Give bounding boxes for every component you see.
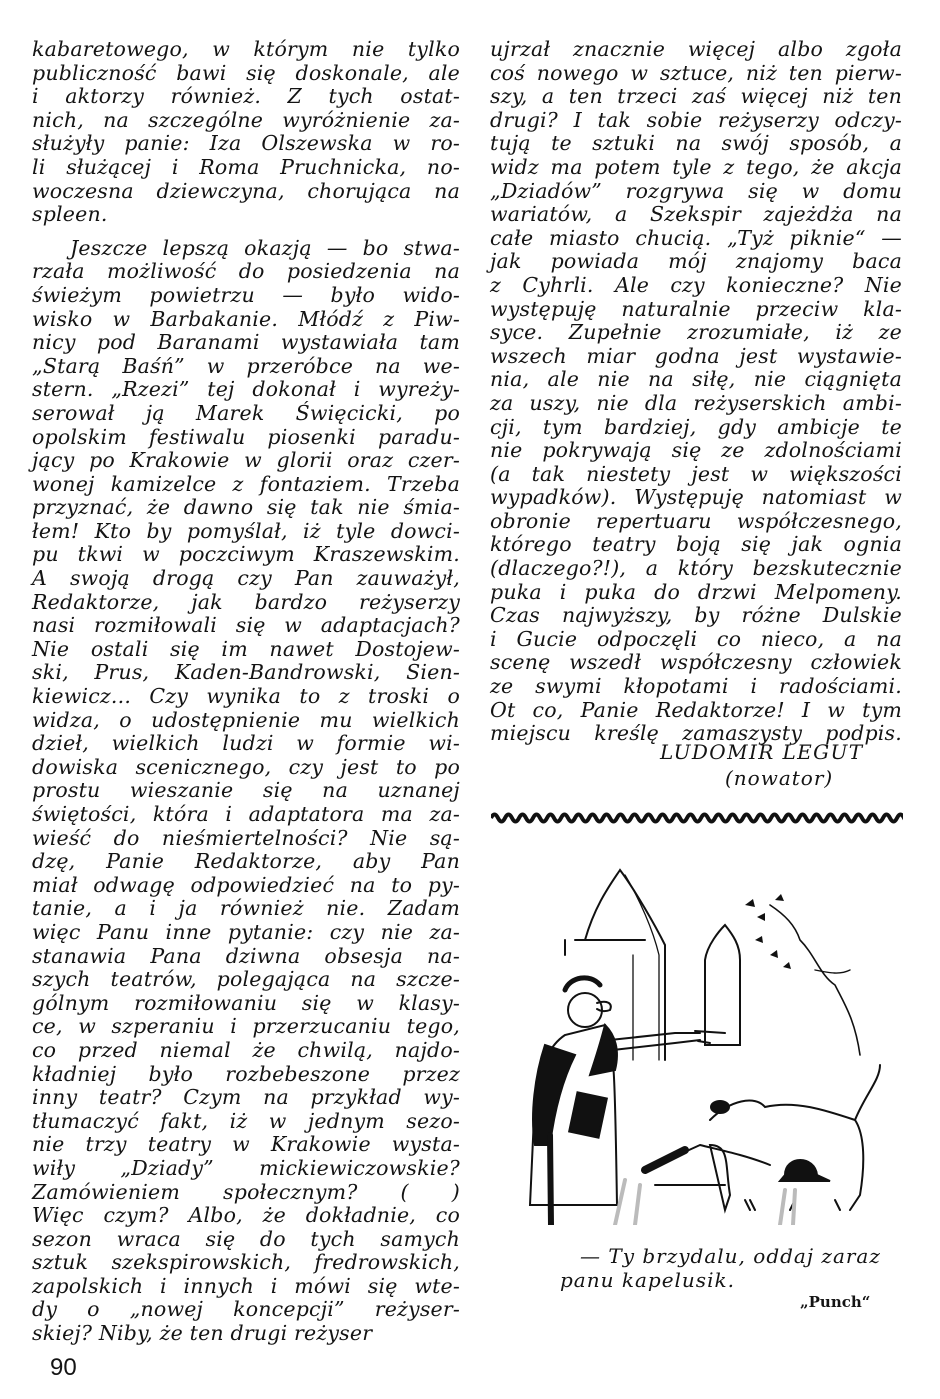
text-line: Nie ostali się im nawet Dostojew- — [32, 636, 460, 661]
text-line: tłumaczyć fakt, iż w jednym sezo- — [32, 1108, 460, 1133]
text-line: występuję naturalnie przeciw kla- — [490, 296, 902, 321]
text-line: widz ma potem tyle z tego, że akcja — [490, 154, 902, 179]
text-line: świeżym powietrzu — było wido- — [32, 282, 460, 307]
text-line: całe miasto chucią. „Tyż piknie“ — — [490, 225, 902, 250]
text-line: Ot co, Panie Redaktorze! I w tym — [490, 697, 902, 722]
text-line: spleen. — [32, 202, 108, 227]
text-line: nicy pod Baranami wystawiała tam — [32, 330, 460, 355]
text-line: pu tkwi w poczciwym Kraszewskim. — [32, 542, 460, 567]
text-line: szych teatrów, polegająca na szcze- — [32, 967, 460, 992]
text-line: jak powiada mój znajomy baca — [490, 249, 902, 274]
text-line: „Dziadów” rozgrywa się w domu — [490, 178, 902, 203]
text-line: ce, w szperaniu i przerzucaniu tego, — [32, 1014, 460, 1039]
text-line: Czas najwyższy, by różne Dulskie — [490, 603, 902, 628]
text-line: co przed niemal że chwilą, najdo- — [32, 1037, 460, 1062]
text-line: skiej? Niby, że ten drugi reżyser — [32, 1321, 373, 1346]
text-line: dzę, Panie Redaktorze, aby Pan — [32, 849, 460, 874]
text-line: „Starą Baśń” w przeróbce na we- — [32, 353, 460, 378]
text-line: nasi rozmiłowali się w adaptacjach? — [32, 613, 460, 638]
text-line: nie pokrywają się ze zdolnościami — [490, 438, 902, 463]
text-line: kładniej było rozbebeszone przez — [32, 1061, 460, 1086]
text-line: nie trzy teatry w Krakowie wysta- — [32, 1132, 460, 1157]
text-line: stanawia Pana dziwna obsesja na- — [32, 943, 460, 968]
text-line: nich, na szczególne wyróżnienie za- — [32, 107, 460, 132]
gothic-window — [705, 925, 740, 1045]
text-line: wonej kamizelce z fontaziem. Trzeba — [32, 471, 460, 496]
dog-body — [710, 1101, 863, 1210]
text-line: i Gucie odpoczęli co nieco, a na — [490, 626, 902, 651]
text-line: opolskim festiwalu piosenki paradu- — [32, 424, 460, 449]
text-line: wszech miar godna jest wystawie- — [490, 343, 902, 368]
text-line: woczesna dziewczyna, chorująca na — [32, 178, 460, 203]
text-line: kiewicz... Czy wynika to z troski o — [32, 684, 460, 709]
text-line: serował ją Marek Święcicki, po — [32, 400, 460, 425]
text-line: miał odwagę odpowiedzieć na to py- — [32, 872, 460, 897]
text-line: stern. „Rzezi” tej dokonał i wyreży- — [32, 377, 460, 402]
text-line: cji, tym bardziej, gdy ambicje te — [490, 414, 902, 439]
text-line: prostu wieszanie się na uznanej — [32, 778, 460, 803]
text-line: obronie repertuaru współczesnego, — [490, 508, 902, 533]
text-line: tują te sztuki na swój sposób, a — [490, 131, 902, 156]
text-line: rzała możliwość do posiedzenia na — [32, 259, 460, 284]
text-line: publiczność bawi się doskonale, ale — [32, 60, 460, 85]
text-line: dy o „nowej koncepcji” reżyser- — [32, 1297, 460, 1322]
text-line: łem! Kto by pomyślał, iż tyle dowci- — [32, 518, 460, 543]
wall-crack — [770, 905, 860, 1055]
text-line: Jeszcze lepszą okazją — bo stwa- — [70, 235, 460, 260]
text-line: scenę wszedł współczesny człowiek — [490, 650, 902, 675]
text-line: widza, o udostępnienie mu wielkich — [32, 707, 460, 732]
text-line: nia, ale nie na siłę, nie ciągnięta — [490, 367, 902, 392]
text-line: sezon wraca się do tych samych — [32, 1226, 460, 1251]
text-line: A swoją drogą czy Pan zauważył, — [32, 566, 460, 591]
text-line: inny teatr? Czym na przykład wy- — [32, 1085, 460, 1110]
left-column — [32, 38, 460, 1346]
text-line: miejscu kreślę zamaszysty podpis. — [490, 721, 902, 746]
dog-tail — [855, 1065, 880, 1120]
text-line: puka i puka do drzwi Melpomeny. — [490, 579, 902, 604]
text-line: którego teatry boją się jak ognia — [490, 532, 902, 557]
text-line: sztuk szekspirowskich, fredrowskich, — [32, 1250, 460, 1275]
text-line: Zamówieniem społecznym? ( ) — [32, 1179, 460, 1204]
bowler-hat-icon — [780, 1160, 830, 1181]
right-column — [490, 38, 902, 746]
leaves-icon — [745, 894, 791, 969]
umbrella — [550, 1135, 551, 1225]
text-line: wariatów, a Szekspir zajeżdża na — [490, 202, 902, 227]
dog-nose — [711, 1101, 729, 1113]
text-line: wiły „Dziady” mickiewiczowskie? — [32, 1155, 460, 1180]
text-line: ze swymi kłopotami i radościami. — [490, 674, 902, 699]
text-line: wypadków). Występuję natomiast w — [490, 485, 902, 510]
text-line: szy, a ten trzeci zaś więcej niż ten — [490, 84, 902, 109]
text-line: gólnym rozmiłowaniu się w klasy- — [32, 990, 460, 1015]
text-line: wieść do nieśmiertelności? Nie są- — [32, 825, 460, 850]
text-line: dowiska scenicznego, czy jest to po — [32, 754, 460, 779]
text-line: świętości, która i adaptatora ma za- — [32, 802, 460, 826]
text-line: Redaktorze, jak bardzo reżyserzy — [32, 589, 460, 614]
text-line: ujrzał znacznie więcej albo zgoła — [490, 37, 902, 61]
text-line: wisko w Barbakanie. Młódź z Piw- — [32, 306, 460, 331]
text-line: więc Panu inne pytanie: czy nie za- — [32, 919, 460, 944]
wavy-line — [491, 815, 903, 822]
text-line: kabaretowego, w którym nie tylko — [32, 37, 460, 61]
text-line: dzieł, wielkich ludzi w formie wi- — [32, 731, 460, 756]
wavy-divider — [491, 811, 903, 825]
text-line: przyznać, że dawno się tak nie śmia- — [32, 495, 460, 520]
page-number: 90 — [50, 1354, 77, 1381]
cartoon-caption-line-1: — Ty brzydalu, oddaj zaraz — [580, 1244, 881, 1268]
handbag — [569, 1092, 607, 1137]
text-line: służyły panie: Iza Olszewska w ro- — [32, 131, 460, 156]
text-line: tanie, a i ja również nie. Zadam — [32, 896, 460, 921]
cartoon-caption-line-2: panu kapelusik. — [560, 1268, 735, 1292]
text-line: drugi? I tak sobie reżyserzy odczy- — [490, 107, 902, 132]
text-line: za uszy, nie dla reżyserskich ambi- — [490, 390, 902, 415]
text-line: ski, Prus, Kaden-Bandrowski, Sien- — [32, 660, 460, 685]
text-line: syce. Zupełnie zrozumiałe, iż ze — [490, 320, 902, 345]
text-line: Więc czym? Albo, że dokładnie, co — [32, 1203, 460, 1228]
text-line: i aktorzy również. Z tych ostat- — [32, 84, 460, 109]
cartoon-source: „Punch“ — [800, 1293, 871, 1311]
text-line: (a tak niestety jest w większości — [490, 461, 902, 486]
text-line: li służącej i Roma Pruchnicka, no- — [32, 154, 460, 179]
cartoon-illustration — [495, 845, 915, 1225]
text-line: coś nowego w sztuce, niż ten pierw- — [490, 60, 902, 85]
text-line: zapolskich i innych i mówi się wte- — [32, 1273, 460, 1298]
author-role: (nowator) — [725, 766, 834, 790]
author-signature: LUDOMIR LEGUT — [660, 740, 864, 764]
text-line: (dlaczego?!), a który bezskutecznie — [490, 556, 902, 581]
text-line: jący po Krakowie w glorii oraz czer- — [32, 448, 460, 473]
text-line: z Cyhrli. Ale czy konieczne? Nie — [490, 272, 902, 297]
